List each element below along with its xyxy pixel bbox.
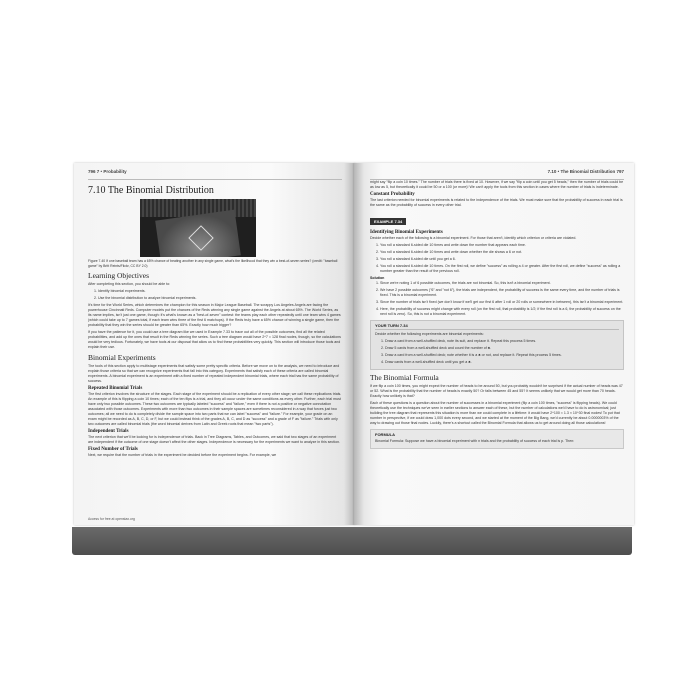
your-turn-label: YOUR TURN 7.34 (375, 323, 619, 330)
right-running-head (370, 169, 624, 180)
carry-paragraph: might say "flip a coin 10 times." The number of trials there is fixed at 10. However, if we say "flip a coin until you get 5 heads," then the number of trials could be as low as 5, but theoretically it could be 50 or a 100 (or more)! We can't apply the tools from this section in cases where the number of trials is indeterminate. (370, 180, 624, 189)
your-turn-box (370, 320, 624, 370)
binomial-paragraph: The tools of this section apply to multistage experiments that satisfy some pretty specific criteria. Before we move on to the analysis, we need to introduce and explain those criteria so that we can recognize experiments that fall into this category. Experiments that satisfy each of these criteria are called binomial experiments. A binomial experiment is an experiment with a fixed number of repeated independent binomial trials, where each trial has the same probability of success. (88, 364, 340, 384)
solution-list (370, 281, 624, 317)
repeated-paragraph: The first criterion involves the structure of the stages. Each stage of the experiment should be a replication of every other stage; we call these replications trials. An example of this is flipping a coin 10 times; each of the ten flips is a trial, and they all occur under the same conditions as every other. Further, each trial must have only two possible outcomes. These two outcomes are typically labeled "success" and "failure," even if there is not a positive or negative connotation associated with those outcomes. Experiments with more than two outcomes in their sample spaces are sometimes reconsidered in a way that forces just two outcomes; all we need to do is completely divide the sample space into two parts that we can label "success" and "failure." For example, your grade on an exam might be recorded as A, B, C, D, or F, but we could instead think of the grades A, B, C, and D as "success" and a grade of F as "failure." Trials with only two outcomes are called binomial trials (the word binomial derives from Latin and Greek roots that mean "two parts"). (88, 392, 342, 427)
example-item: 3. You roll a standard 6-sided die until you get a 6. (380, 257, 624, 262)
open-textbook (68, 163, 636, 555)
figure-caption: Figure 7.40 If one baseball team has a 65% chance of beating another in any single game, what's the likelihood that they win a best-of-seven series? (credit: "baseball game" by Britt Reints/Flickr, CC BY 2.0) (88, 259, 338, 268)
formula-box-label: FORMULA (375, 432, 395, 437)
solution-item: 4. Here, the probability of success might change with every roll (on the first roll, that probability is 1/2; if the first roll is a 6, the probability of success on the next roll is zero). So, this is not a binomial experiment. (380, 307, 624, 317)
left-running-head-text: 796 7 • Probability (88, 169, 127, 174)
binomial-experiments-heading: Binomial Experiments (88, 353, 156, 363)
independent-trials-heading: Independent Trials (88, 429, 129, 435)
fixed-paragraph: Next, we require that the number of trials in the experiment be decided before the experiment begins. For example, we (88, 453, 277, 458)
objective-item: 1. Identify binomial experiments. (98, 289, 342, 294)
objective-item: 2. Use the binomial distribution to analyze binomial experiments. (98, 296, 342, 301)
solution-item: 2. We have 2 possible outcomes ("6" and "not 6"), the trials are independent, the probability of success is the same every time, and the number of trials is fixed. This is a binomial experiment. (380, 288, 624, 298)
fixed-trials-heading: Fixed Number of Trials (88, 447, 138, 453)
your-turn-item: 4. Draw cards from a well-shuffled deck until you get a ♣. (385, 360, 619, 365)
right-page (354, 163, 634, 525)
left-page (74, 163, 355, 525)
page-footer: Access for free at openstax.org (88, 517, 135, 521)
example-intro: Decide whether each of the following is a binomial experiment. For those that aren't, identify which criterion or criteria are violated. (370, 236, 577, 240)
formula-box (370, 429, 624, 449)
example-heading: Identifying Binomial Experiments (370, 230, 443, 235)
example-item: 1. You roll a standard 6-sided die 10 times and write down the number that appears each time. (380, 243, 624, 248)
your-turn-item: 2. Draw 5 cards from a well-shuffled deck and count the number of ♣. (385, 346, 619, 351)
formula-paragraph: Each of these questions is a question about the number of successes in a binomial experiment (flip a coin 100 times, "success" is flipping heads). We could theoretically use the techniques we've seen in earlier sections to answer each of these, but the number of calculations we'd have to do is astronomical; just building the tree diagram that represents this situation is more than we could complete in a lifetime: it would have 2^100 ≈ 1.3 × 10^30 final nodes! To put that number in perspective, if we could draw 1,000 dots every second, and we started at the moment of the Big Bang, we'd currently be about 0.0000003% of the way to drawing out those final nodes. Luckily, there's a shortcut called the Binomial Formula that allows us to get around doing all those calculations! (370, 401, 620, 425)
example-list (370, 243, 624, 274)
section-title: 7.10 The Binomial Distribution (88, 185, 214, 196)
objectives-heading: Learning Objectives (88, 271, 150, 281)
intro-paragraph: If you have the patience for it, you could use a tree diagram like we used in Example 7.33 to trace out all of the possible outcomes, find all the related probabilities, and add up the ones that result in the Reds winning the series. Such a tree diagram would have 2^7 = 128 final nodes, though, so the calculations would be very tedious. Fortunately, we have tools at our disposal that allow us to find these probabilities very quickly. This section will introduce those tools and explain their use. (88, 330, 341, 350)
your-turn-list (375, 339, 619, 365)
right-running-head-text: 7.10 • The Binomial Distribution 797 (547, 169, 624, 174)
constant-probability-heading: Constant Probability (370, 192, 415, 197)
intro-paragraph: It's time for the World Series, which determines the champion for this season in Major League Baseball. The scrappy Los Angeles Angels are facing the powerhouse Cincinnati Reds. Computer models put the chances of the Reds winning any single game against the Angels at about 65%. The World Series, as its name implies, isn't just one game, though: it's what's known as a "best-of-seven" contest: the teams play each other repeatedly until one team wins 4 games (which could take up to 7 games total, if each team wins three of the first 6 matchups). If the Reds truly have a 65% chance of winning a single game, then the probability that they win the series should be greater than 65%. Exactly how much bigger? (88, 303, 341, 328)
objectives-list (88, 289, 342, 301)
solution-label: Solution (370, 276, 385, 280)
binomial-formula-heading: The Binomial Formula (370, 373, 439, 382)
solution-item: 3. Since the number of trials isn't fixed (we don't know if we'll get our first 6 after 1 roll or 20 rolls or somewhere in between), this isn't a binomial experiment. (380, 300, 624, 305)
formula-box-text: Binomial Formula: Suppose we have a binomial experiment with n trials and the probability of success of each trial is p. Then: (375, 439, 575, 443)
solution-item: 1. Since we're noting 1 of 6 possible outcomes, the trials are not binomial. So, this isn't a binomial experiment. (380, 281, 624, 286)
objectives-intro: After completing this section, you should be able to: (88, 282, 171, 287)
example-item: 4. You roll a standard 6-sided die 10 times. On the first roll, we define "success" as rolling a 4 or greater. After the first roll, we define "success" as rolling a number greater than the result of the previous roll. (380, 264, 624, 274)
book-cover-edge (72, 527, 632, 555)
independent-paragraph: The next criterion that we'll be looking for is independence of trials. Back in Tree Diagrams, Tables, and Outcomes, we said that two stages of an experiment are independent if the outcome of one stage doesn't affect the other stages. Independence is necessary for the experiments we want to analyze in this section. (88, 435, 341, 445)
example-label: EXAMPLE 7.34 (370, 218, 406, 225)
your-turn-item: 1. Draw a card from a well-shuffled deck, note its suit, and replace it. Repeat this process 5 times. (385, 339, 619, 344)
baseball-photo (140, 199, 256, 257)
your-turn-intro: Decide whether the following experiments are binomial experiments: (375, 332, 484, 336)
repeated-trials-heading: Repeated Binomial Trials (88, 386, 143, 392)
example-item: 2. You roll a standard 6-sided die 10 times and write down whether the die shows a 6 or not. (380, 250, 624, 255)
formula-paragraph: If we flip a coin 100 times, you might expect the number of heads to be around 50, but you probably wouldn't be surprised if the actual number of heads was 47 or 52. What is the probability that the number of heads is exactly 50? Or falls between 45 and 55? It seems unlikely that we would get more than 70 heads. Exactly how unlikely is that? (370, 384, 623, 398)
left-running-head (88, 169, 342, 180)
constant-paragraph: The last criterion needed for binomial experiments is related to the independence of the trials. We must make sure that the probability of success in each trial is the same as the probability of success in every other trial. (370, 198, 623, 207)
your-turn-item: 3. Draw a card from a well-shuffled deck; note whether it is a ♣ or not, and replace it. Repeat this process 5 times. (385, 353, 619, 358)
